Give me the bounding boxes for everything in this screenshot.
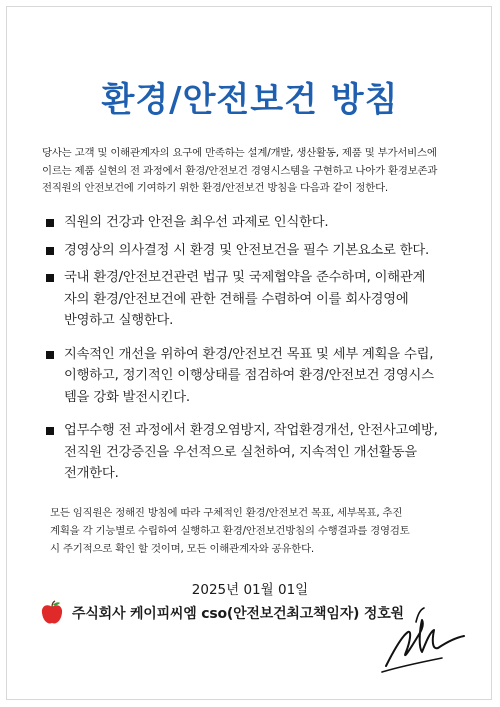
policy-item	[44, 212, 464, 234]
policy-list	[44, 212, 464, 485]
policy-item-text: 반영하고 실행한다.	[64, 313, 174, 328]
policy-item-text: 전개한다.	[64, 466, 119, 481]
policy-item-text: 업무수행 전 과정에서 환경오염방지, 작업환경개선, 안전사고예방,	[64, 423, 438, 438]
square-bullet-icon	[46, 351, 54, 359]
intro-paragraph	[42, 145, 462, 198]
policy-item	[44, 267, 464, 332]
signatory-row	[40, 598, 404, 628]
policy-item-text: 직원의 건강과 안전을 최우선 과제로 인식한다.	[64, 215, 329, 230]
page-title: 환경/안전보건 방침	[101, 80, 399, 120]
square-bullet-icon	[46, 247, 54, 255]
intro-line: 전직원의 안전보건에 기여하기 위한 환경/안전보건 방침을 다음과 같이 정한다.	[42, 182, 389, 194]
closing-line: 계획을 각 기능별로 수립하여 실행하고 환경/안전보건방침의 수행결과를 경영검토	[50, 525, 410, 537]
intro-line: 당사는 고객 및 이해관계자의 요구에 만족하는 설계/개발, 생산활동, 제품 및 부가서비스에	[42, 147, 437, 159]
policy-item-text: 템을 강화 발전시킨다.	[64, 389, 190, 405]
policy-item-text: 전직원 건강증진을 우선적으로 실천하여, 지속적인 개선활동을	[64, 444, 417, 460]
policy-item-text: 국내 환경/안전보건관련 법규 및 국제협약을 준수하며, 이해관계	[64, 270, 426, 285]
policy-item	[44, 240, 464, 262]
intro-line: 이르는 제품 실현의 전 과정에서 환경/안전보건 경영시스템을 구현하고 나아가 환경보존과	[42, 164, 438, 177]
apple-logo-icon	[40, 600, 64, 626]
signatory-name: 주식회사 케이피씨엠 cso(안전보건최고책임자) 정호원	[72, 606, 404, 622]
square-bullet-icon	[46, 274, 54, 282]
square-bullet-icon	[46, 219, 54, 227]
policy-item-text: 경영상의 의사결정 시 환경 및 안전보건을 필수 기본요소로 한다.	[64, 242, 430, 258]
policy-item-text: 자의 환경/안전보건에 관한 견해를 수렴하여 이를 회사경영에	[64, 291, 409, 307]
closing-paragraph	[50, 504, 460, 558]
policy-item-text: 지속적인 개선을 위하여 환경/안전보건 목표 및 세부 계획을 수립,	[64, 346, 434, 362]
handwritten-signature	[372, 602, 472, 680]
closing-line: 시 주기적으로 확인 할 것이며, 모든 이해관계자와 공유한다.	[50, 543, 315, 555]
policy-item	[44, 420, 464, 485]
policy-item-text: 이행하고, 정기적인 이행상태를 점검하여 환경/안전보건 경영시스	[64, 368, 434, 383]
square-bullet-icon	[46, 427, 54, 435]
issue-date: 2025년 01월 01일	[191, 582, 309, 598]
closing-line: 모든 임직원은 정해진 방침에 따라 구체적인 환경/안전보건 목표, 세부목표, 추진	[50, 507, 403, 519]
policy-item	[44, 344, 464, 409]
